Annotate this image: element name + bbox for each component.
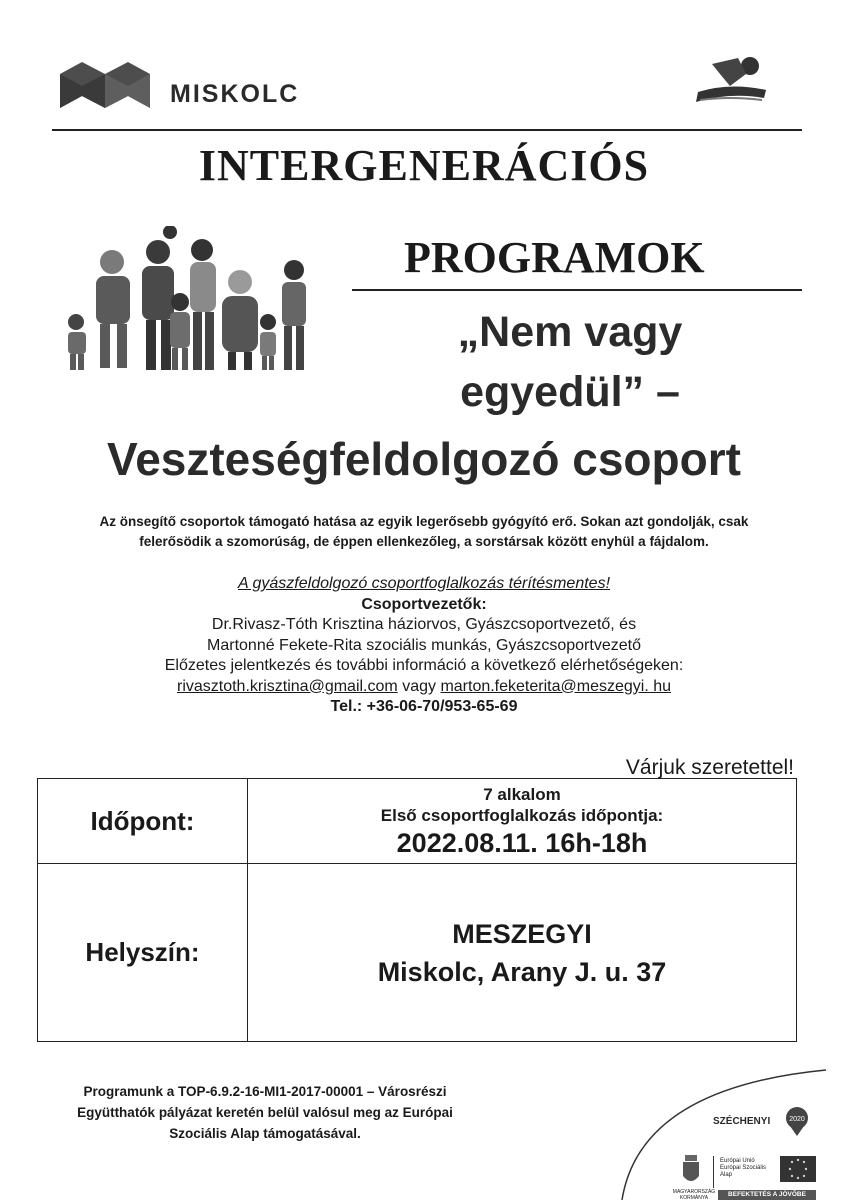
free-note: A gyászfeldolgozó csoportfoglalkozás térítésmentes! (237, 575, 611, 592)
eu-line3: Alap (720, 1172, 733, 1178)
place-cell (248, 864, 797, 1042)
page-title-line2: PROGRAMOK (404, 233, 705, 282)
first-session-label: Első csoportfoglalkozás időpontja: (380, 805, 664, 825)
table-row (38, 864, 797, 1042)
first-session-datetime: 2022.08.11. 16h-18h (396, 827, 648, 858)
leaders-heading: Csoportvezetők: (361, 595, 487, 613)
funding-line1: Programunk a TOP-6.9.2-16-MI1-2017-00001 – Városrészi (83, 1084, 447, 1099)
eu-line1: Európai Unió (720, 1158, 755, 1164)
place-name: MESZEGYI (452, 918, 592, 949)
eu-divider (713, 1156, 714, 1188)
szechenyi-2020-icon (784, 1106, 810, 1136)
subtitle: Veszteségfeldolgozó csoport (107, 433, 741, 485)
leader-1: Dr.Rivasz-Tóth Krisztina háziorvos, Gyászcsoportvezető, és (211, 616, 637, 633)
info-block (80, 574, 768, 718)
funding-line2: Együtthatók pályázat keretén belül valósul meg az Európai (77, 1105, 453, 1120)
sessions-count: 7 alkalom (483, 784, 561, 804)
miskolc-logo-icon (60, 62, 150, 118)
time-cell (248, 779, 797, 864)
intro-line1: Az önsegítő csoportok támogató hatása az egyik legerősebb gyógyító erő. Sokan azt gondolják, csak (99, 514, 749, 529)
schedule-table (37, 778, 797, 1042)
contact-intro: Előzetes jelentkezés és további információ a következő elérhetőségeken: (164, 657, 684, 674)
email-link-1[interactable]: rivasztoth.krisztina@gmail.com (176, 677, 398, 695)
place-label: Helyszín: (38, 864, 248, 1042)
title-rule (352, 289, 802, 291)
intro-line2: felerősödik a szomorúság, de éppen ellenkezőleg, a sorstársak között enyhül a fájdalom. (139, 534, 709, 549)
email-link-2[interactable]: marton.feketerita@meszegyi. hu (440, 677, 671, 695)
eu-text (720, 1158, 776, 1179)
page-title: INTERGENERÁCIÓS (198, 141, 650, 190)
email-line (80, 677, 768, 698)
skateboarder-logo-icon (690, 52, 770, 110)
quote-title (420, 302, 720, 422)
quote-line2: egyedül” – (460, 368, 680, 416)
table-row (38, 779, 797, 864)
email-separator: vagy (402, 677, 436, 695)
quote-line1: „Nem vagy (457, 308, 683, 356)
eu-line2: Európai Szociális (720, 1165, 767, 1171)
leader-2: Martonné Fekete-Rita szociális munkás, Gyászcsoportvezető (207, 636, 641, 654)
invest-banner: BEFEKTETÉS A JÖVŐBE (718, 1190, 816, 1200)
phone: Tel.: +36-06-70/953-65-69 (330, 698, 518, 715)
hungary-label: MAGYARORSZÁG KORMÁNYA (672, 1189, 716, 1201)
city-name: MISKOLC (170, 80, 300, 108)
hungary-coat-of-arms-icon (680, 1152, 702, 1186)
funding-note (40, 1081, 490, 1144)
szechenyi-label: SZÉCHENYI (713, 1116, 771, 1127)
family-illustration (62, 226, 308, 374)
intro-text (60, 512, 788, 552)
time-label: Időpont: (38, 779, 248, 864)
closing-text: Várjuk szeretettel! (625, 756, 794, 779)
place-address: Miskolc, Arany J. u. 37 (377, 956, 667, 987)
svg-text:2020: 2020 (789, 1116, 805, 1123)
funding-line3: Szociális Alap támogatásával. (169, 1126, 361, 1141)
header-rule (52, 129, 802, 131)
eu-flag-icon (780, 1156, 816, 1182)
